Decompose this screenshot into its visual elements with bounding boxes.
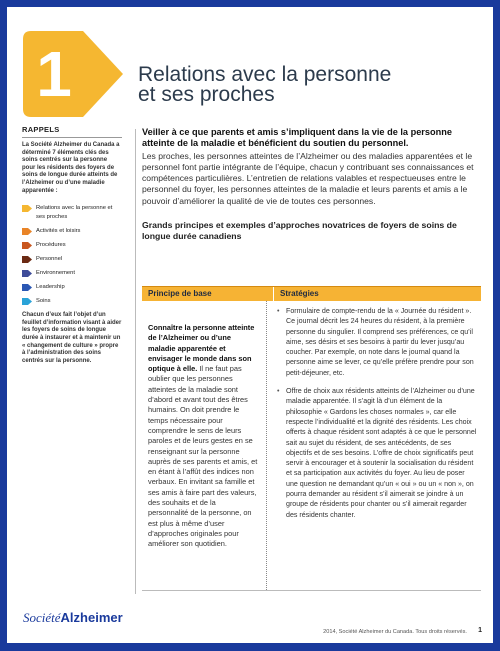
- element-label: Relations avec la personne et ses proches: [36, 205, 113, 221]
- arrow-icon: [22, 284, 32, 291]
- list-item: • Formulaire de compte-rendu de la « Journée du résident ». Ce journal décrit les 24 heures du résident, à la première personne du singulier. Il comprend ses préférences, ce qu’il aime, ses désirs et ses besoins à partir du lever jusqu’au coucher. Par exemple, on note dans le journal quand la personne aime se lever, ce qu’elle préfère prendre pour son petit-déjeuner, etc.: [276, 306, 477, 378]
- list-item: [22, 241, 122, 250]
- list-item: [22, 283, 122, 292]
- page-number: 1: [478, 627, 482, 634]
- principle-text: Il ne faut pas oublier que les personnes atteintes de la maladie sont d’abord et avant tout des êtres humains. On doit prendre le temps nécessaire pour comprendre le sens de leurs paroles et de leurs gestes en se renseignant sur la personne auprès de ses parents et amis, et en étant à l’affût des indices non verbaux. En invitant sa famille et ses amis à faire part des valeurs, des souhaits et de la personnalité de la personne, on est plus à même d’user d’approches originales pour améliorer son quotidien.: [148, 364, 258, 549]
- strategies-cell: [267, 301, 481, 590]
- element-label: Soins: [36, 298, 51, 305]
- element-label: Procédures: [36, 242, 66, 249]
- arrow-icon: [22, 270, 32, 277]
- principle-cell: [142, 301, 267, 590]
- page-title-line-2: et ses proches: [138, 83, 275, 106]
- page-title: [138, 65, 438, 105]
- key-elements-list: [22, 204, 122, 306]
- arrow-icon: [22, 298, 32, 305]
- list-item: • Offre de choix aux résidents atteints de l’Alzheimer ou d’une maladie apparentée. Il s’agit là d’un élément de la philosophie « Gardons les choses normales », car elle respecte l’individualité et la dignité des résidents. Les choix offerts à chaque résident sont adaptés à ce que le personnel sait au sujet du résident, de ses antécédents, de ses objectifs et de ses besoins. L’offre de choix significatifs peut servir à encourager et à soutenir la socialisation du résident et sa participation aux activités du foyer. Au lieu de poser une question ne demandant qu’un « oui » ou un « non », on pourra demander au résident s’il aimerait se joindre à un groupe de résidents pour chanter ou s’il aimerait regarder des résidents chanter.: [276, 386, 477, 520]
- sidebar-intro: La Société Alzheimer du Canada a déterminé 7 éléments clés des soins centrés sur la personne pour les résidents des foyers de soins de longue durée atteints de l’Alzheimer ou d’une maladie apparentée :: [22, 142, 120, 194]
- list-item: [22, 227, 122, 236]
- arrow-icon: [22, 256, 32, 263]
- list-item: [22, 297, 122, 306]
- fact-sheet-page: [7, 7, 493, 643]
- lead-paragraph: Veiller à ce que parents et amis s’impliquent dans la vie de la personne atteinte de la maladie et bénéficient du soutien du personnel.: [142, 127, 452, 149]
- arrow-icon: [22, 242, 32, 249]
- section-heading: Grands principes et exemples d’approches novatrices de foyers de soins de longue durée canadiens: [142, 220, 457, 242]
- page-title-line-1: Relations avec la personne: [138, 63, 392, 86]
- table-bottom-rule: [142, 590, 481, 591]
- element-label: Activités et loisirs: [36, 228, 81, 235]
- element-label: Leadership: [36, 284, 65, 291]
- chapter-badge: [23, 31, 123, 117]
- list-item: [22, 204, 122, 222]
- copyright-notice: 2014, Société Alzheimer du Canada. Tous droits réservés.: [323, 629, 467, 635]
- element-label: Environnement: [36, 270, 75, 277]
- logo-text-societe: Société: [23, 610, 61, 625]
- element-label: Personnel: [36, 256, 63, 263]
- strategies-list: [276, 306, 477, 520]
- sidebar-outro: Chacun d’eux fait l’objet d’un feuillet d’information visant à aider les foyers de soins de longue durée à instaurer et à maintenir un « changement de culture » propre à l’administration des soins centrés sur la personne.: [22, 312, 122, 364]
- alzheimer-society-logo: [23, 610, 123, 626]
- list-item: [22, 255, 122, 264]
- table-header: [142, 286, 481, 301]
- sidebar-title: RAPPELS: [22, 125, 122, 138]
- reminders-sidebar: [22, 125, 122, 365]
- intro-paragraph: Les proches, les personnes atteintes de l’Alzheimer ou des maladies apparentées et le personnel font partie intégrante de l’équipe, chacun y contribuant ses connaissances et compétences particulières. L’entretien de relations valables et respectueuses entre le personnel du foyer, les personnes atteintes de la maladie et leurs parents et amis a le pouvoir d’améliorer la qualité de vie de toutes ces personnes.: [142, 150, 474, 206]
- arrow-icon: [22, 228, 32, 235]
- arrow-icon: [22, 205, 32, 212]
- column-header-principle: Principe de base: [142, 287, 274, 301]
- column-divider: [135, 129, 136, 594]
- chapter-number: 1: [36, 38, 72, 110]
- principles-table: [142, 286, 481, 589]
- logo-text-alzheimer: Alzheimer: [60, 610, 123, 625]
- principle-bold-text: Connaître la personne atteinte de l’Alzheimer ou d’une maladie apparentée et envisager le monde dans son optique à elle.: [148, 323, 255, 374]
- main-content: [142, 127, 480, 247]
- list-item: [22, 269, 122, 278]
- column-header-strategies: Stratégies: [280, 289, 319, 298]
- table-row: [142, 301, 481, 590]
